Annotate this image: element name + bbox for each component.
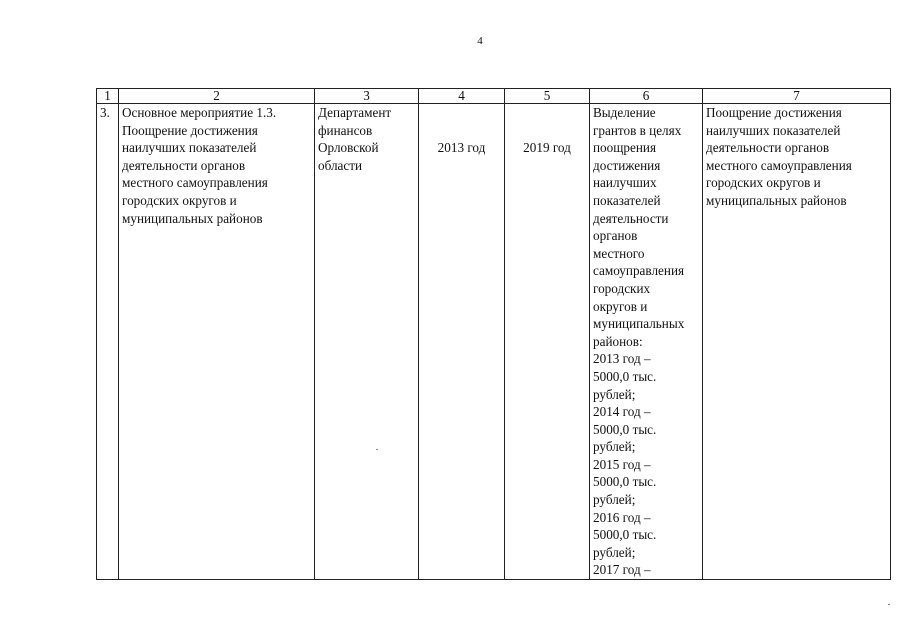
result-line: Выделение xyxy=(593,105,656,120)
result-line: 5000,0 тыс. xyxy=(593,474,657,490)
table-row xyxy=(97,104,891,580)
start-year: 2013 год xyxy=(437,140,486,155)
goal-cell xyxy=(703,104,891,580)
row-number-cell: 3. xyxy=(97,104,119,580)
executor-line: Департамент xyxy=(318,105,392,120)
header-cell-2: 2 xyxy=(119,89,315,104)
result-line: показателей xyxy=(593,192,661,208)
result-line: грантов в целях xyxy=(593,122,682,138)
goal-line: наилучших показателей xyxy=(706,122,841,138)
result-line: 2016 год – xyxy=(593,509,651,525)
goal-line: деятельности органов xyxy=(706,140,830,156)
header-cell-6: 6 xyxy=(590,89,703,104)
executor-line: Орловской xyxy=(318,140,379,156)
result-line: местного xyxy=(593,245,645,261)
result-line: наилучших xyxy=(593,175,657,191)
program-table xyxy=(96,88,891,580)
header-cell-3: 3 xyxy=(315,89,419,104)
result-cell xyxy=(590,104,703,580)
result-line: рублей; xyxy=(593,544,636,560)
goal-line: местного самоуправления xyxy=(706,157,852,173)
result-line: деятельности xyxy=(593,210,669,226)
result-line: районов: xyxy=(593,333,643,349)
result-line: городских xyxy=(593,280,651,296)
executor-cell xyxy=(315,104,419,580)
result-line: 5000,0 тыс. xyxy=(593,421,657,437)
executor-line: финансов xyxy=(318,122,373,138)
scan-speck xyxy=(888,604,890,605)
result-line: рублей; xyxy=(593,386,636,402)
measure-line: муниципальных районов xyxy=(122,210,263,226)
result-line: рублей; xyxy=(593,439,636,455)
header-cell-7: 7 xyxy=(703,89,891,104)
measure-line: Основное мероприятие 1.3. xyxy=(122,105,277,120)
executor-line: области xyxy=(318,157,363,173)
result-line: рублей; xyxy=(593,492,636,508)
goal-line: муниципальных районов xyxy=(706,192,847,208)
scan-speck xyxy=(376,449,378,450)
result-line: 2017 год – xyxy=(593,562,651,578)
measure-line: наилучших показателей xyxy=(122,140,257,156)
result-line: достижения xyxy=(593,157,661,173)
result-line: 2014 год – xyxy=(593,404,651,420)
measure-line: городских округов и xyxy=(122,192,237,208)
page-number: 4 xyxy=(477,35,483,47)
measure-line: деятельности органов xyxy=(122,157,246,173)
result-line: 2013 год – xyxy=(593,351,651,367)
result-line: муниципальных xyxy=(593,316,685,332)
result-line: поощрения xyxy=(593,140,657,156)
goal-line: городских округов и xyxy=(706,175,821,191)
result-line: округов и xyxy=(593,298,648,314)
result-line: 5000,0 тыс. xyxy=(593,527,657,543)
end-year-cell xyxy=(505,104,590,580)
measure-cell xyxy=(119,104,315,580)
measure-line: Поощрение достижения xyxy=(122,122,258,138)
result-line: самоуправления xyxy=(593,263,685,279)
result-line: органов xyxy=(593,228,638,244)
header-row xyxy=(97,89,891,104)
goal-line: Поощрение достижения xyxy=(706,105,842,120)
header-cell-4: 4 xyxy=(419,89,505,104)
header-cell-1: 1 xyxy=(97,89,119,104)
start-year-cell xyxy=(419,104,505,580)
end-year: 2019 год xyxy=(523,140,571,155)
measure-line: местного самоуправления xyxy=(122,175,268,191)
header-cell-5: 5 xyxy=(505,89,590,104)
result-line: 2015 год – xyxy=(593,456,651,472)
result-line: 5000,0 тыс. xyxy=(593,368,657,384)
